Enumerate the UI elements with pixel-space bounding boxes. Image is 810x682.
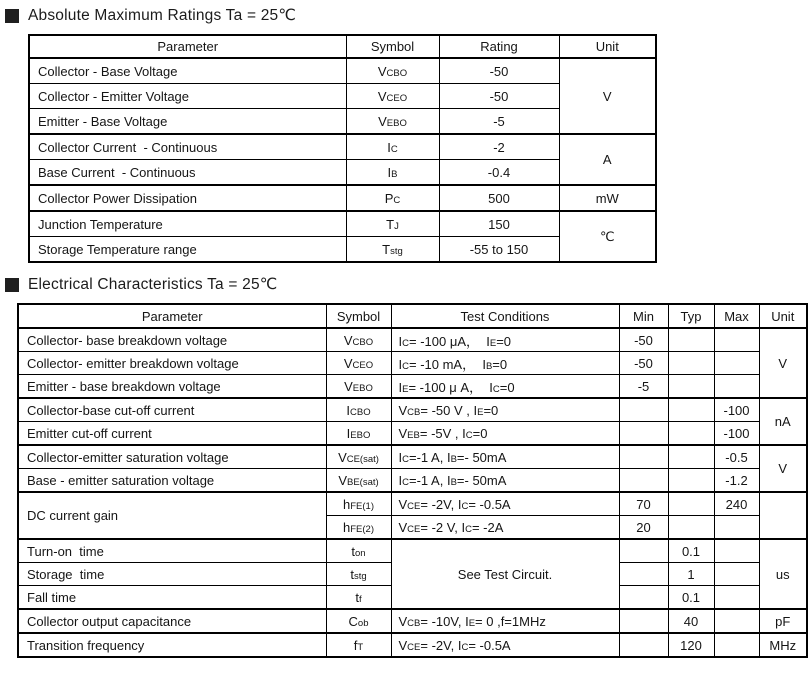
cell-unit: nA — [759, 398, 807, 445]
cell-test-conditions: VCE= -2V, IC= -0.5A — [391, 633, 619, 657]
table-row — [18, 633, 807, 657]
column-header-typ: Typ — [668, 304, 714, 328]
cell-parameter: DC current gain — [18, 492, 326, 539]
cell-typ — [668, 516, 714, 540]
cell-symbol: hFE(1) — [326, 492, 391, 516]
cell-typ — [668, 352, 714, 375]
table-row — [18, 609, 807, 633]
column-header-parameter: Parameter — [29, 35, 346, 58]
cell-rating: -5 — [439, 109, 559, 135]
column-header-max: Max — [714, 304, 759, 328]
cell-rating: -50 — [439, 84, 559, 109]
cell-rating: -0.4 — [439, 160, 559, 186]
cell-min — [619, 586, 668, 610]
cell-test-conditions: VCE= -2V, IC= -0.5A — [391, 492, 619, 516]
cell-symbol: VEBO — [346, 109, 439, 135]
cell-typ: 40 — [668, 609, 714, 633]
cell-test-conditions: VCE= -2 V, IC= -2A — [391, 516, 619, 540]
cell-min — [619, 445, 668, 469]
datasheet-page — [0, 6, 810, 682]
cell-min: -50 — [619, 352, 668, 375]
cell-typ — [668, 445, 714, 469]
cell-max — [714, 539, 759, 563]
cell-parameter: Turn-on time — [18, 539, 326, 563]
cell-symbol: VCBO — [346, 58, 439, 84]
table-header-row — [29, 35, 656, 58]
cell-max — [714, 586, 759, 610]
cell-test-conditions: IC= -100 μA， IE=0 — [391, 328, 619, 352]
cell-unit: mW — [559, 185, 656, 211]
cell-typ — [668, 398, 714, 422]
cell-typ: 0.1 — [668, 586, 714, 610]
table-row — [18, 539, 807, 563]
cell-unit: V — [759, 445, 807, 492]
column-header-test-conditions: Test Conditions — [391, 304, 619, 328]
table-row — [18, 352, 807, 375]
cell-min — [619, 398, 668, 422]
section-title-electrical-characteristics — [5, 275, 810, 294]
section-bullet-square-icon — [5, 278, 19, 292]
table-row — [29, 211, 656, 237]
cell-parameter: Collector - Base Voltage — [29, 58, 346, 84]
cell-test-conditions: VCB= -50 V , IE=0 — [391, 398, 619, 422]
cell-typ — [668, 375, 714, 399]
cell-typ — [668, 492, 714, 516]
cell-unit: us — [759, 539, 807, 609]
cell-symbol: IC — [346, 134, 439, 160]
cell-max: -100 — [714, 398, 759, 422]
cell-symbol: tf — [326, 586, 391, 610]
cell-max — [714, 516, 759, 540]
cell-unit: V — [559, 58, 656, 134]
cell-symbol: ton — [326, 539, 391, 563]
cell-min — [619, 563, 668, 586]
cell-symbol: VCE(sat) — [326, 445, 391, 469]
cell-max: -100 — [714, 422, 759, 446]
cell-parameter: Junction Temperature — [29, 211, 346, 237]
cell-symbol: Tstg — [346, 237, 439, 263]
absolute-maximum-ratings-table — [28, 34, 657, 263]
cell-unit: V — [759, 328, 807, 398]
cell-unit: MHz — [759, 633, 807, 657]
cell-symbol: ICBO — [326, 398, 391, 422]
cell-unit: ℃ — [559, 211, 656, 262]
column-header-min: Min — [619, 304, 668, 328]
cell-test-conditions: VCB= -10V, IE= 0 ,f=1MHz — [391, 609, 619, 633]
cell-symbol: tstg — [326, 563, 391, 586]
cell-min: -5 — [619, 375, 668, 399]
cell-max: 240 — [714, 492, 759, 516]
cell-test-conditions: IC= -10 mA， IB=0 — [391, 352, 619, 375]
column-header-symbol: Symbol — [346, 35, 439, 58]
cell-max — [714, 609, 759, 633]
cell-parameter: Collector - Emitter Voltage — [29, 84, 346, 109]
cell-max — [714, 633, 759, 657]
cell-rating: 500 — [439, 185, 559, 211]
cell-rating: -2 — [439, 134, 559, 160]
cell-test-conditions: VEB= -5V , IC=0 — [391, 422, 619, 446]
cell-symbol: IEBO — [326, 422, 391, 446]
cell-parameter: Collector Power Dissipation — [29, 185, 346, 211]
table-header-row — [18, 304, 807, 328]
cell-symbol: VCEO — [346, 84, 439, 109]
cell-parameter: Collector output capacitance — [18, 609, 326, 633]
cell-rating: -50 — [439, 58, 559, 84]
cell-parameter: Collector- base breakdown voltage — [18, 328, 326, 352]
cell-rating: 150 — [439, 211, 559, 237]
cell-test-conditions: IC=-1 A, IB=- 50mA — [391, 469, 619, 493]
cell-parameter: Emitter - Base Voltage — [29, 109, 346, 135]
cell-max: -1.2 — [714, 469, 759, 493]
table-row — [18, 422, 807, 446]
cell-min — [619, 633, 668, 657]
table-row — [29, 134, 656, 160]
cell-symbol: hFE(2) — [326, 516, 391, 540]
cell-typ: 120 — [668, 633, 714, 657]
table-row — [29, 185, 656, 211]
cell-symbol: fT — [326, 633, 391, 657]
column-header-symbol: Symbol — [326, 304, 391, 328]
cell-unit: pF — [759, 609, 807, 633]
cell-symbol: VBE(sat) — [326, 469, 391, 493]
cell-min: 20 — [619, 516, 668, 540]
cell-parameter: Emitter - base breakdown voltage — [18, 375, 326, 399]
cell-parameter: Base Current - Continuous — [29, 160, 346, 186]
table-row — [29, 58, 656, 84]
cell-min — [619, 539, 668, 563]
cell-typ — [668, 328, 714, 352]
cell-parameter: Transition frequency — [18, 633, 326, 657]
cell-test-conditions: See Test Circuit. — [391, 539, 619, 609]
column-header-unit: Unit — [559, 35, 656, 58]
cell-test-conditions: IC=-1 A, IB=- 50mA — [391, 445, 619, 469]
cell-max — [714, 563, 759, 586]
table-row — [18, 375, 807, 399]
cell-symbol: Cob — [326, 609, 391, 633]
column-header-rating: Rating — [439, 35, 559, 58]
cell-parameter: Collector- emitter breakdown voltage — [18, 352, 326, 375]
cell-symbol: TJ — [346, 211, 439, 237]
cell-max — [714, 352, 759, 375]
cell-symbol: VCEO — [326, 352, 391, 375]
table-row — [18, 469, 807, 493]
column-header-parameter: Parameter — [18, 304, 326, 328]
cell-max: -0.5 — [714, 445, 759, 469]
table-row — [18, 398, 807, 422]
cell-parameter: Collector Current - Continuous — [29, 134, 346, 160]
column-header-unit: Unit — [759, 304, 807, 328]
cell-parameter: Emitter cut-off current — [18, 422, 326, 446]
cell-test-conditions: IE= -100 μ A， IC=0 — [391, 375, 619, 399]
cell-typ: 1 — [668, 563, 714, 586]
cell-rating: -55 to 150 — [439, 237, 559, 263]
cell-typ — [668, 422, 714, 446]
cell-unit: A — [559, 134, 656, 185]
cell-min: 70 — [619, 492, 668, 516]
electrical-characteristics-table — [17, 303, 808, 658]
cell-parameter: Storage Temperature range — [29, 237, 346, 263]
section-title-text: Electrical Characteristics Ta = 25℃ — [28, 276, 278, 293]
cell-min — [619, 469, 668, 493]
cell-min: -50 — [619, 328, 668, 352]
cell-typ — [668, 469, 714, 493]
section-bullet-square-icon — [5, 9, 19, 23]
cell-min — [619, 609, 668, 633]
table-row — [18, 328, 807, 352]
cell-symbol: VCBO — [326, 328, 391, 352]
section-title-absolute-maximum-ratings — [5, 6, 810, 25]
cell-parameter: Collector-base cut-off current — [18, 398, 326, 422]
table-row — [18, 492, 807, 516]
cell-parameter: Base - emitter saturation voltage — [18, 469, 326, 493]
cell-symbol: VEBO — [326, 375, 391, 399]
cell-symbol: IB — [346, 160, 439, 186]
table-row — [18, 445, 807, 469]
cell-max — [714, 328, 759, 352]
cell-unit — [759, 492, 807, 539]
cell-parameter: Collector-emitter saturation voltage — [18, 445, 326, 469]
cell-parameter: Storage time — [18, 563, 326, 586]
cell-symbol: PC — [346, 185, 439, 211]
cell-parameter: Fall time — [18, 586, 326, 610]
section-title-text: Absolute Maximum Ratings Ta = 25℃ — [28, 7, 296, 24]
cell-typ: 0.1 — [668, 539, 714, 563]
cell-max — [714, 375, 759, 399]
cell-min — [619, 422, 668, 446]
